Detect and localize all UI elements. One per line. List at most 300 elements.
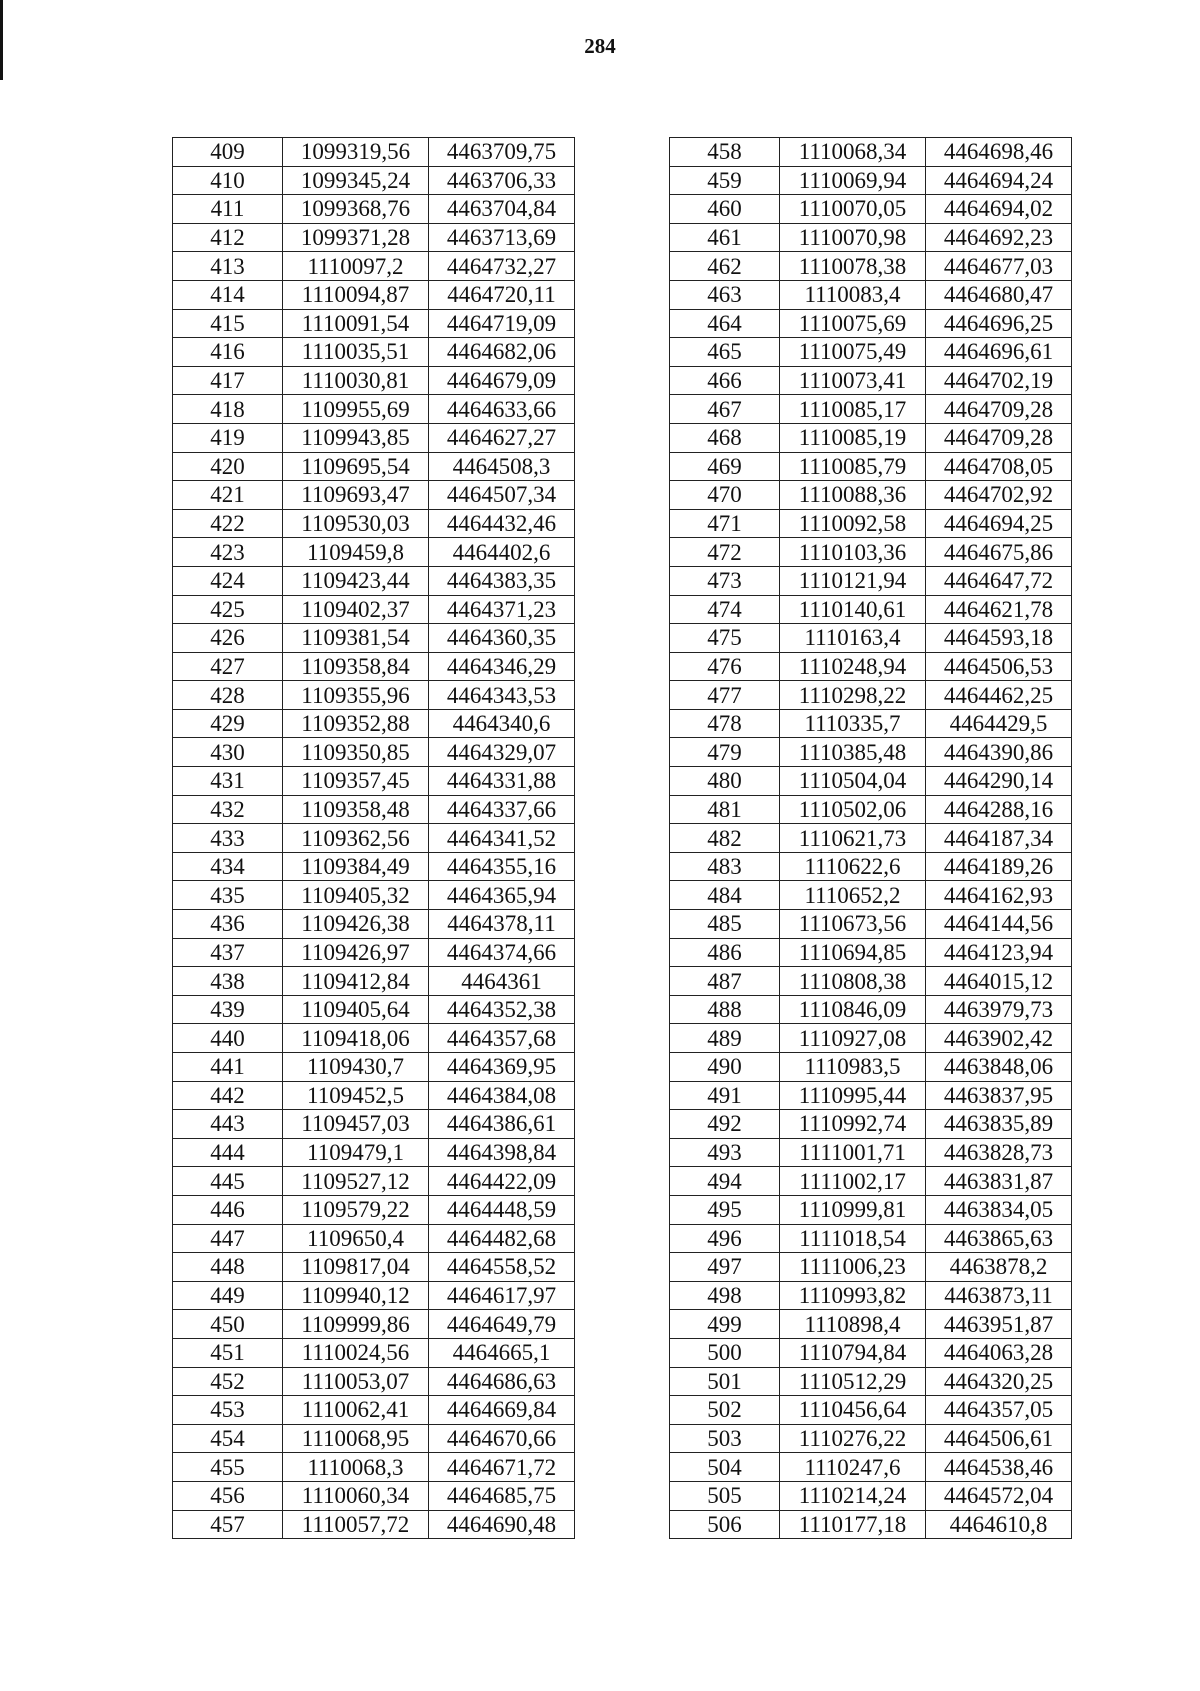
table-row [670,1510,1072,1539]
point-number-cell: 409 [173,138,283,167]
table-row [670,423,1072,452]
point-number-cell: 498 [670,1281,780,1310]
table-row [670,709,1072,738]
point-number-cell: 458 [670,138,780,167]
point-number-cell: 459 [670,166,780,195]
table-row [173,1195,575,1224]
x-coordinate-cell: 1109650,4 [283,1224,429,1253]
point-number-cell: 460 [670,195,780,224]
table-row [670,995,1072,1024]
point-number-cell: 488 [670,995,780,1024]
x-coordinate-cell: 1110068,34 [780,138,926,167]
y-coordinate-cell: 4464698,46 [926,138,1072,167]
table-row [173,423,575,452]
point-number-cell: 481 [670,795,780,824]
x-coordinate-cell: 1110085,17 [780,395,926,424]
y-coordinate-cell: 4464365,94 [429,881,575,910]
x-coordinate-cell: 1110992,74 [780,1110,926,1139]
table-row [173,481,575,510]
table-row [670,1481,1072,1510]
y-coordinate-cell: 4463706,33 [429,166,575,195]
point-number-cell: 500 [670,1338,780,1367]
point-number-cell: 475 [670,624,780,653]
y-coordinate-cell: 4464355,16 [429,852,575,881]
point-number-cell: 499 [670,1310,780,1339]
y-coordinate-cell: 4464371,23 [429,595,575,624]
y-coordinate-cell: 4464506,53 [926,652,1072,681]
x-coordinate-cell: 1110053,07 [283,1367,429,1396]
table-row [670,1195,1072,1224]
point-number-cell: 503 [670,1424,780,1453]
y-coordinate-cell: 4464429,5 [926,709,1072,738]
point-number-cell: 506 [670,1510,780,1539]
x-coordinate-cell: 1109940,12 [283,1281,429,1310]
x-coordinate-cell: 1110621,73 [780,824,926,853]
x-coordinate-cell: 1099345,24 [283,166,429,195]
point-number-cell: 435 [173,881,283,910]
x-coordinate-cell: 1111002,17 [780,1167,926,1196]
x-coordinate-cell: 1110512,29 [780,1367,926,1396]
y-coordinate-cell: 4464665,1 [429,1338,575,1367]
y-coordinate-cell: 4464508,3 [429,452,575,481]
point-number-cell: 451 [173,1338,283,1367]
point-number-cell: 452 [173,1367,283,1396]
table-row [173,1053,575,1082]
x-coordinate-cell: 1109943,85 [283,423,429,452]
y-coordinate-cell: 4464694,24 [926,166,1072,195]
table-row [670,881,1072,910]
y-coordinate-cell: 4464346,29 [429,652,575,681]
table-row [173,681,575,710]
table-row [670,509,1072,538]
x-coordinate-cell: 1109350,85 [283,738,429,767]
y-coordinate-cell: 4464320,25 [926,1367,1072,1396]
x-coordinate-cell: 1110085,19 [780,423,926,452]
point-number-cell: 432 [173,795,283,824]
y-coordinate-cell: 4464343,53 [429,681,575,710]
point-number-cell: 482 [670,824,780,853]
point-number-cell: 430 [173,738,283,767]
point-number-cell: 461 [670,223,780,252]
point-number-cell: 448 [173,1253,283,1282]
x-coordinate-cell: 1109426,38 [283,910,429,939]
y-coordinate-cell: 4464694,25 [926,509,1072,538]
table-row [670,1396,1072,1425]
point-number-cell: 467 [670,395,780,424]
x-coordinate-cell: 1110993,82 [780,1281,926,1310]
x-coordinate-cell: 1110085,79 [780,452,926,481]
point-number-cell: 449 [173,1281,283,1310]
table-row [173,652,575,681]
x-coordinate-cell: 1110504,04 [780,767,926,796]
x-coordinate-cell: 1110983,5 [780,1053,926,1082]
table-row [670,481,1072,510]
y-coordinate-cell: 4464422,09 [429,1167,575,1196]
y-coordinate-cell: 4464617,97 [429,1281,575,1310]
table-row [173,538,575,567]
table-row [173,509,575,538]
point-number-cell: 478 [670,709,780,738]
point-number-cell: 427 [173,652,283,681]
y-coordinate-cell: 4464386,61 [429,1110,575,1139]
y-coordinate-cell: 4464357,05 [926,1396,1072,1425]
point-number-cell: 495 [670,1195,780,1224]
table-row [670,223,1072,252]
y-coordinate-cell: 4464627,27 [429,423,575,452]
point-number-cell: 489 [670,1024,780,1053]
table-row [173,1510,575,1539]
x-coordinate-cell: 1109355,96 [283,681,429,710]
y-coordinate-cell: 4464384,08 [429,1081,575,1110]
y-coordinate-cell: 4464680,47 [926,280,1072,309]
point-number-cell: 465 [670,338,780,367]
y-coordinate-cell: 4463831,87 [926,1167,1072,1196]
point-number-cell: 505 [670,1481,780,1510]
point-number-cell: 436 [173,910,283,939]
point-number-cell: 462 [670,252,780,281]
table-row [173,1253,575,1282]
y-coordinate-cell: 4464558,52 [429,1253,575,1282]
y-coordinate-cell: 4464720,11 [429,280,575,309]
x-coordinate-cell: 1109402,37 [283,595,429,624]
y-coordinate-cell: 4463902,42 [926,1024,1072,1053]
point-number-cell: 454 [173,1424,283,1453]
y-coordinate-cell: 4464187,34 [926,824,1072,853]
point-number-cell: 438 [173,967,283,996]
point-number-cell: 472 [670,538,780,567]
x-coordinate-cell: 1109412,84 [283,967,429,996]
table-row [173,910,575,939]
x-coordinate-cell: 1110622,6 [780,852,926,881]
table-row [173,1424,575,1453]
y-coordinate-cell: 4464709,28 [926,423,1072,452]
y-coordinate-cell: 4464719,09 [429,309,575,338]
point-number-cell: 447 [173,1224,283,1253]
y-coordinate-cell: 4464337,66 [429,795,575,824]
table-row [670,1453,1072,1482]
point-number-cell: 471 [670,509,780,538]
y-coordinate-cell: 4464696,25 [926,309,1072,338]
y-coordinate-cell: 4464677,03 [926,252,1072,281]
y-coordinate-cell: 4464682,06 [429,338,575,367]
table-row [173,881,575,910]
point-number-cell: 455 [173,1453,283,1482]
point-number-cell: 463 [670,280,780,309]
x-coordinate-cell: 1110057,72 [283,1510,429,1539]
point-number-cell: 450 [173,1310,283,1339]
y-coordinate-cell: 4464692,23 [926,223,1072,252]
x-coordinate-cell: 1109530,03 [283,509,429,538]
x-coordinate-cell: 1109384,49 [283,852,429,881]
table-row [670,566,1072,595]
table-row [670,1310,1072,1339]
point-number-cell: 415 [173,309,283,338]
point-number-cell: 442 [173,1081,283,1110]
y-coordinate-cell: 4464649,79 [429,1310,575,1339]
y-coordinate-cell: 4464647,72 [926,566,1072,595]
table-row [670,452,1072,481]
x-coordinate-cell: 1109479,1 [283,1138,429,1167]
table-row [173,366,575,395]
y-coordinate-cell: 4464702,92 [926,481,1072,510]
point-number-cell: 411 [173,195,283,224]
table-row [173,1081,575,1110]
point-number-cell: 431 [173,767,283,796]
x-coordinate-cell: 1109405,32 [283,881,429,910]
x-coordinate-cell: 1109430,7 [283,1053,429,1082]
point-number-cell: 439 [173,995,283,1024]
table-row [670,824,1072,853]
y-coordinate-cell: 4464162,93 [926,881,1072,910]
table-row [173,824,575,853]
x-coordinate-cell: 1110078,38 [780,252,926,281]
point-number-cell: 433 [173,824,283,853]
table-row [670,738,1072,767]
table-row [173,280,575,309]
x-coordinate-cell: 1110214,24 [780,1481,926,1510]
y-coordinate-cell: 4463704,84 [429,195,575,224]
y-coordinate-cell: 4464572,04 [926,1481,1072,1510]
point-number-cell: 412 [173,223,283,252]
y-coordinate-cell: 4464696,61 [926,338,1072,367]
y-coordinate-cell: 4464685,75 [429,1481,575,1510]
x-coordinate-cell: 1109817,04 [283,1253,429,1282]
point-number-cell: 457 [173,1510,283,1539]
x-coordinate-cell: 1109579,22 [283,1195,429,1224]
table-row [670,1053,1072,1082]
point-number-cell: 474 [670,595,780,624]
table-row [173,624,575,653]
x-coordinate-cell: 1110075,69 [780,309,926,338]
point-number-cell: 421 [173,481,283,510]
y-coordinate-cell: 4464708,05 [926,452,1072,481]
x-coordinate-cell: 1110163,4 [780,624,926,653]
x-coordinate-cell: 1110035,51 [283,338,429,367]
y-coordinate-cell: 4464621,78 [926,595,1072,624]
point-number-cell: 428 [173,681,283,710]
table-row [670,1338,1072,1367]
x-coordinate-cell: 1110068,95 [283,1424,429,1453]
x-coordinate-cell: 1110808,38 [780,967,926,996]
y-coordinate-cell: 4463848,06 [926,1053,1072,1082]
y-coordinate-cell: 4464507,34 [429,481,575,510]
point-number-cell: 484 [670,881,780,910]
point-number-cell: 410 [173,166,283,195]
point-number-cell: 453 [173,1396,283,1425]
point-number-cell: 425 [173,595,283,624]
y-coordinate-cell: 4464374,66 [429,938,575,967]
y-coordinate-cell: 4464732,27 [429,252,575,281]
table-row [173,1367,575,1396]
table-row [670,1110,1072,1139]
y-coordinate-cell: 4464361 [429,967,575,996]
table-row [173,1396,575,1425]
table-row [670,280,1072,309]
point-number-cell: 485 [670,910,780,939]
table-row [173,852,575,881]
table-row [670,309,1072,338]
table-row [670,338,1072,367]
x-coordinate-cell: 1109452,5 [283,1081,429,1110]
table-row [670,1138,1072,1167]
y-coordinate-cell: 4464669,84 [429,1396,575,1425]
table-row [173,1110,575,1139]
y-coordinate-cell: 4464702,19 [926,366,1072,395]
table-row [173,1138,575,1167]
y-coordinate-cell: 4464593,18 [926,624,1072,653]
point-number-cell: 492 [670,1110,780,1139]
table-row [173,967,575,996]
y-coordinate-cell: 4464383,35 [429,566,575,595]
point-number-cell: 502 [670,1396,780,1425]
y-coordinate-cell: 4464378,11 [429,910,575,939]
x-coordinate-cell: 1110248,94 [780,652,926,681]
point-number-cell: 470 [670,481,780,510]
y-coordinate-cell: 4464675,86 [926,538,1072,567]
coordinates-table-left [172,137,575,1539]
x-coordinate-cell: 1109357,45 [283,767,429,796]
table-row [670,1281,1072,1310]
y-coordinate-cell: 4464369,95 [429,1053,575,1082]
table-row [670,624,1072,653]
point-number-cell: 426 [173,624,283,653]
x-coordinate-cell: 1109381,54 [283,624,429,653]
point-number-cell: 483 [670,852,780,881]
y-coordinate-cell: 4464290,14 [926,767,1072,796]
y-coordinate-cell: 4463828,73 [926,1138,1072,1167]
table-row [670,1024,1072,1053]
scan-edge-mark [0,0,3,80]
table-row [173,1338,575,1367]
x-coordinate-cell: 1110075,49 [780,338,926,367]
table-row [670,1081,1072,1110]
x-coordinate-cell: 1109418,06 [283,1024,429,1053]
x-coordinate-cell: 1110060,34 [283,1481,429,1510]
x-coordinate-cell: 1109527,12 [283,1167,429,1196]
table-row [173,938,575,967]
table-row [173,223,575,252]
y-coordinate-cell: 4464402,6 [429,538,575,567]
table-row [670,1253,1072,1282]
table-row [173,395,575,424]
x-coordinate-cell: 1110024,56 [283,1338,429,1367]
table-row [173,252,575,281]
x-coordinate-cell: 1110083,4 [780,280,926,309]
x-coordinate-cell: 1109423,44 [283,566,429,595]
y-coordinate-cell: 4464189,26 [926,852,1072,881]
x-coordinate-cell: 1110088,36 [780,481,926,510]
table-row [670,166,1072,195]
point-number-cell: 424 [173,566,283,595]
point-number-cell: 464 [670,309,780,338]
x-coordinate-cell: 1110247,6 [780,1453,926,1482]
x-coordinate-cell: 1110091,54 [283,309,429,338]
point-number-cell: 494 [670,1167,780,1196]
table-row [670,967,1072,996]
table-row [670,1167,1072,1196]
table-row [173,166,575,195]
table-row [173,709,575,738]
point-number-cell: 493 [670,1138,780,1167]
y-coordinate-cell: 4464482,68 [429,1224,575,1253]
x-coordinate-cell: 1109999,86 [283,1310,429,1339]
x-coordinate-cell: 1109955,69 [283,395,429,424]
table-row [173,1310,575,1339]
y-coordinate-cell: 4464123,94 [926,938,1072,967]
x-coordinate-cell: 1110999,81 [780,1195,926,1224]
table-row [173,195,575,224]
point-number-cell: 490 [670,1053,780,1082]
y-coordinate-cell: 4464352,38 [429,995,575,1024]
y-coordinate-cell: 4464633,66 [429,395,575,424]
x-coordinate-cell: 1110070,05 [780,195,926,224]
table-row [173,1453,575,1482]
table-row [173,309,575,338]
y-coordinate-cell: 4463837,95 [926,1081,1072,1110]
y-coordinate-cell: 4463709,75 [429,138,575,167]
y-coordinate-cell: 4464670,66 [429,1424,575,1453]
y-coordinate-cell: 4464015,12 [926,967,1072,996]
x-coordinate-cell: 1110794,84 [780,1338,926,1367]
x-coordinate-cell: 1110276,22 [780,1424,926,1453]
y-coordinate-cell: 4464432,46 [429,509,575,538]
y-coordinate-cell: 4464390,86 [926,738,1072,767]
point-number-cell: 446 [173,1195,283,1224]
y-coordinate-cell: 4464679,09 [429,366,575,395]
point-number-cell: 423 [173,538,283,567]
x-coordinate-cell: 1110673,56 [780,910,926,939]
x-coordinate-cell: 1110068,3 [283,1453,429,1482]
y-coordinate-cell: 4463951,87 [926,1310,1072,1339]
table-row [670,938,1072,967]
table-row [173,338,575,367]
x-coordinate-cell: 1110456,64 [780,1396,926,1425]
table-row [670,910,1072,939]
x-coordinate-cell: 1109426,97 [283,938,429,967]
y-coordinate-cell: 4463873,11 [926,1281,1072,1310]
x-coordinate-cell: 1110062,41 [283,1396,429,1425]
y-coordinate-cell: 4463979,73 [926,995,1072,1024]
y-coordinate-cell: 4464448,59 [429,1195,575,1224]
y-coordinate-cell: 4464360,35 [429,624,575,653]
x-coordinate-cell: 1110694,85 [780,938,926,967]
point-number-cell: 434 [173,852,283,881]
point-number-cell: 413 [173,252,283,281]
table-row [670,652,1072,681]
y-coordinate-cell: 4464331,88 [429,767,575,796]
point-number-cell: 444 [173,1138,283,1167]
x-coordinate-cell: 1110502,06 [780,795,926,824]
point-number-cell: 440 [173,1024,283,1053]
point-number-cell: 477 [670,681,780,710]
table-row [173,1167,575,1196]
point-number-cell: 443 [173,1110,283,1139]
x-coordinate-cell: 1099371,28 [283,223,429,252]
x-coordinate-cell: 1111006,23 [780,1253,926,1282]
x-coordinate-cell: 1110846,09 [780,995,926,1024]
x-coordinate-cell: 1110092,58 [780,509,926,538]
table-row [670,1424,1072,1453]
x-coordinate-cell: 1110927,08 [780,1024,926,1053]
x-coordinate-cell: 1110140,61 [780,595,926,624]
point-number-cell: 501 [670,1367,780,1396]
point-number-cell: 429 [173,709,283,738]
point-number-cell: 466 [670,366,780,395]
x-coordinate-cell: 1110385,48 [780,738,926,767]
x-coordinate-cell: 1110121,94 [780,566,926,595]
point-number-cell: 504 [670,1453,780,1482]
x-coordinate-cell: 1099319,56 [283,138,429,167]
